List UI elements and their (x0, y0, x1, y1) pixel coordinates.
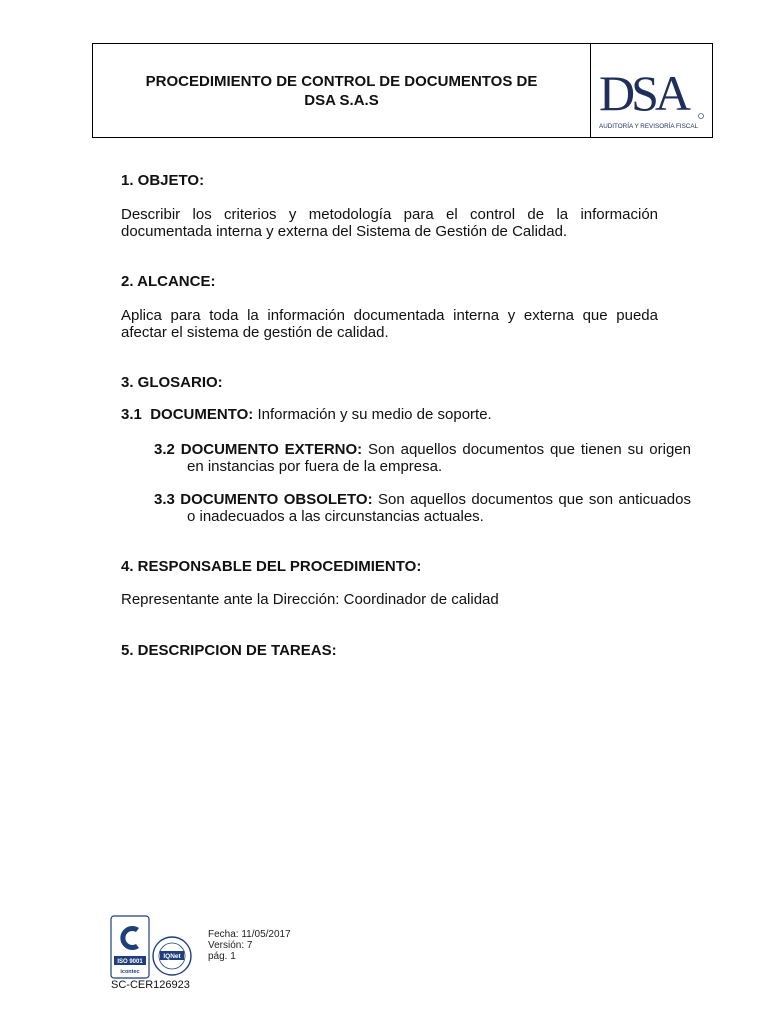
dsa-logo-mark (591, 44, 712, 139)
svg-text:icontec: icontec (120, 969, 140, 975)
svg-text:IQNet: IQNet (163, 953, 181, 960)
glossary-item: 3.3 DOCUMENTO OBSOLETO: Son aquellos documentos que son anticuados o inadecuados a las circunstancias actuales. (154, 491, 691, 525)
document-meta (208, 929, 291, 962)
document-date: Fecha: 11/05/2017 (208, 929, 291, 940)
section-objeto-text: Describir los criterios y metodología para el control de la información documentada interna y externa del Sistema de Gestión de Calidad. (121, 206, 658, 240)
glossary-item: 3.1 DOCUMENTO: Información y su medio de soporte. (121, 406, 492, 423)
page-number: pág. 1 (208, 951, 236, 962)
svg-text:AUDITORÍA Y REVISORÍA FISCAL: AUDITORÍA Y REVISORÍA FISCAL (599, 123, 699, 130)
svg-text:DSA: DSA (599, 65, 688, 121)
document-version: Versión: 7 (208, 940, 253, 951)
svg-text:ISO 9001: ISO 9001 (117, 959, 143, 965)
document-header (92, 43, 713, 138)
iso-badge-icon (110, 914, 200, 980)
section-glosario-heading: 3. GLOSARIO: (121, 374, 223, 391)
certificate-code: SC-CER126923 (111, 979, 190, 991)
dsa-logo (590, 44, 712, 137)
document-title: PROCEDIMIENTO DE CONTROL DE DOCUMENTOS DE DSA S.A.S (145, 72, 538, 109)
glossary-item: 3.2 DOCUMENTO EXTERNO: Son aquellos documentos que tienen su origen en instancias por fuera de la empresa. (154, 441, 691, 475)
section-alcance-text: Aplica para toda la información documentada interna y externa que pueda afectar el sistema de gestión de calidad. (121, 307, 658, 341)
section-alcance-heading: 2. ALCANCE: (121, 273, 216, 290)
section-descripcion-heading: 5. DESCRIPCION DE TAREAS: (121, 642, 337, 659)
section-responsable-heading: 4. RESPONSABLE DEL PROCEDIMIENTO: (121, 558, 422, 575)
certification-badges (110, 914, 200, 980)
section-objeto-heading: 1. OBJETO: (121, 172, 205, 189)
section-responsable-text: Representante ante la Dirección: Coordinador de calidad (121, 591, 499, 608)
